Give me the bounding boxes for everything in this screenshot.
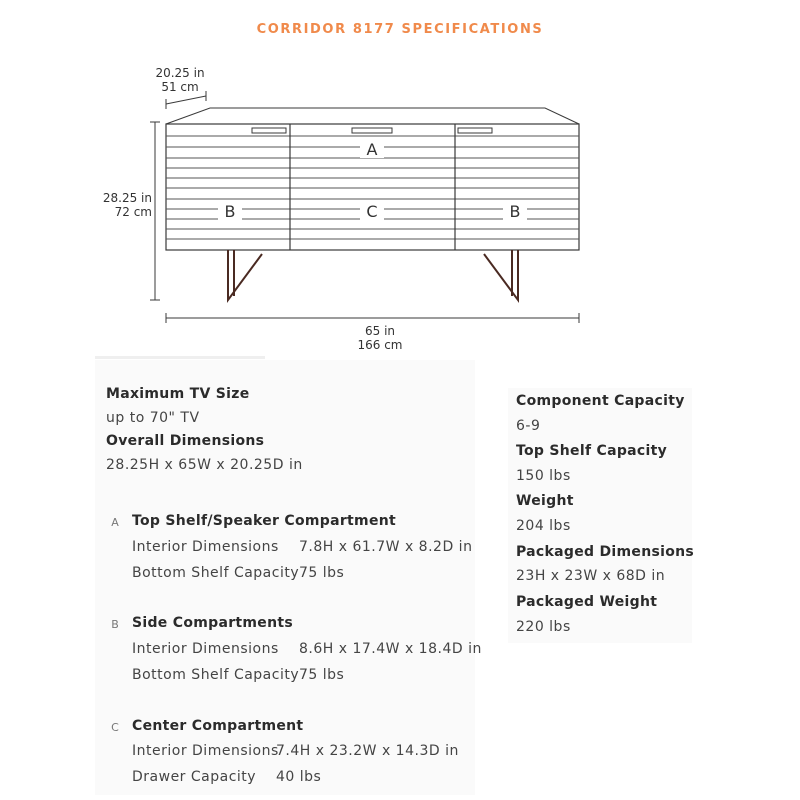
compartment-mark-b-left: B xyxy=(224,202,236,221)
console-drawing xyxy=(0,0,800,360)
height-cm: 72 cm xyxy=(114,205,152,219)
depth-dimension-line xyxy=(166,96,206,104)
width-dimension-label xyxy=(340,324,420,352)
section-a-title: Top Shelf/Speaker Compartment xyxy=(132,513,396,529)
section-b-value-2: 75 lbs xyxy=(299,667,345,683)
section-b-key-2: Bottom Shelf Capacity xyxy=(132,667,300,683)
section-a-value-2: 75 lbs xyxy=(299,565,345,581)
overall-dimensions-label: Overall Dimensions xyxy=(106,433,265,449)
compartment-mark-b-right: B xyxy=(509,202,521,221)
depth-cm: 51 cm xyxy=(161,80,199,94)
section-b-title: Side Compartments xyxy=(132,615,293,631)
section-a-value-1: 7.8H x 61.7W x 8.2D in xyxy=(299,539,473,555)
packaged-weight-label: Packaged Weight xyxy=(516,594,658,610)
width-cm: 166 cm xyxy=(357,338,403,352)
cabinet-top xyxy=(166,108,579,124)
section-b-key-1: Interior Dimensions xyxy=(132,641,279,657)
packaged-dimensions-value: 23H x 23W x 68D in xyxy=(516,568,666,584)
section-a-letter: A xyxy=(111,516,119,529)
section-a-key-1: Interior Dimensions xyxy=(132,539,279,555)
section-a-key-2: Bottom Shelf Capacity xyxy=(132,565,300,581)
weight-label: Weight xyxy=(516,493,574,509)
max-tv-size-label: Maximum TV Size xyxy=(106,386,250,402)
section-c-title: Center Compartment xyxy=(132,718,304,734)
component-capacity-label: Component Capacity xyxy=(516,393,685,409)
top-shelf-capacity-value: 150 lbs xyxy=(516,468,571,484)
section-b-letter: B xyxy=(111,618,119,631)
height-dimension-label xyxy=(98,191,152,219)
compartment-mark-a: A xyxy=(366,140,378,159)
max-tv-size-value: up to 70" TV xyxy=(106,410,200,426)
width-in: 65 in xyxy=(364,324,396,338)
section-c-value-2: 40 lbs xyxy=(276,769,322,785)
depth-dimension-label xyxy=(150,66,210,94)
page-title: CORRIDOR 8177 SPECIFICATIONS xyxy=(256,22,544,37)
section-c-key-2: Drawer Capacity xyxy=(132,769,257,785)
component-capacity-value: 6-9 xyxy=(516,418,541,434)
divider xyxy=(95,356,265,359)
overall-dimensions-value: 28.25H x 65W x 20.25D in xyxy=(106,457,303,473)
packaged-weight-value: 220 lbs xyxy=(516,619,571,635)
section-c-value-1: 7.4H x 23.2W x 14.3D in xyxy=(276,743,459,759)
height-in: 28.25 in xyxy=(102,191,152,205)
depth-in: 20.25 in xyxy=(155,66,205,80)
section-c-key-1: Interior Dimensions xyxy=(132,743,279,759)
compartment-mark-c: C xyxy=(366,202,378,221)
top-shelf-capacity-label: Top Shelf Capacity xyxy=(516,443,668,459)
section-b-value-1: 8.6H x 17.4W x 18.4D in xyxy=(299,641,482,657)
section-c-letter: C xyxy=(111,721,119,734)
weight-value: 204 lbs xyxy=(516,518,571,534)
packaged-dimensions-label: Packaged Dimensions xyxy=(516,544,695,560)
